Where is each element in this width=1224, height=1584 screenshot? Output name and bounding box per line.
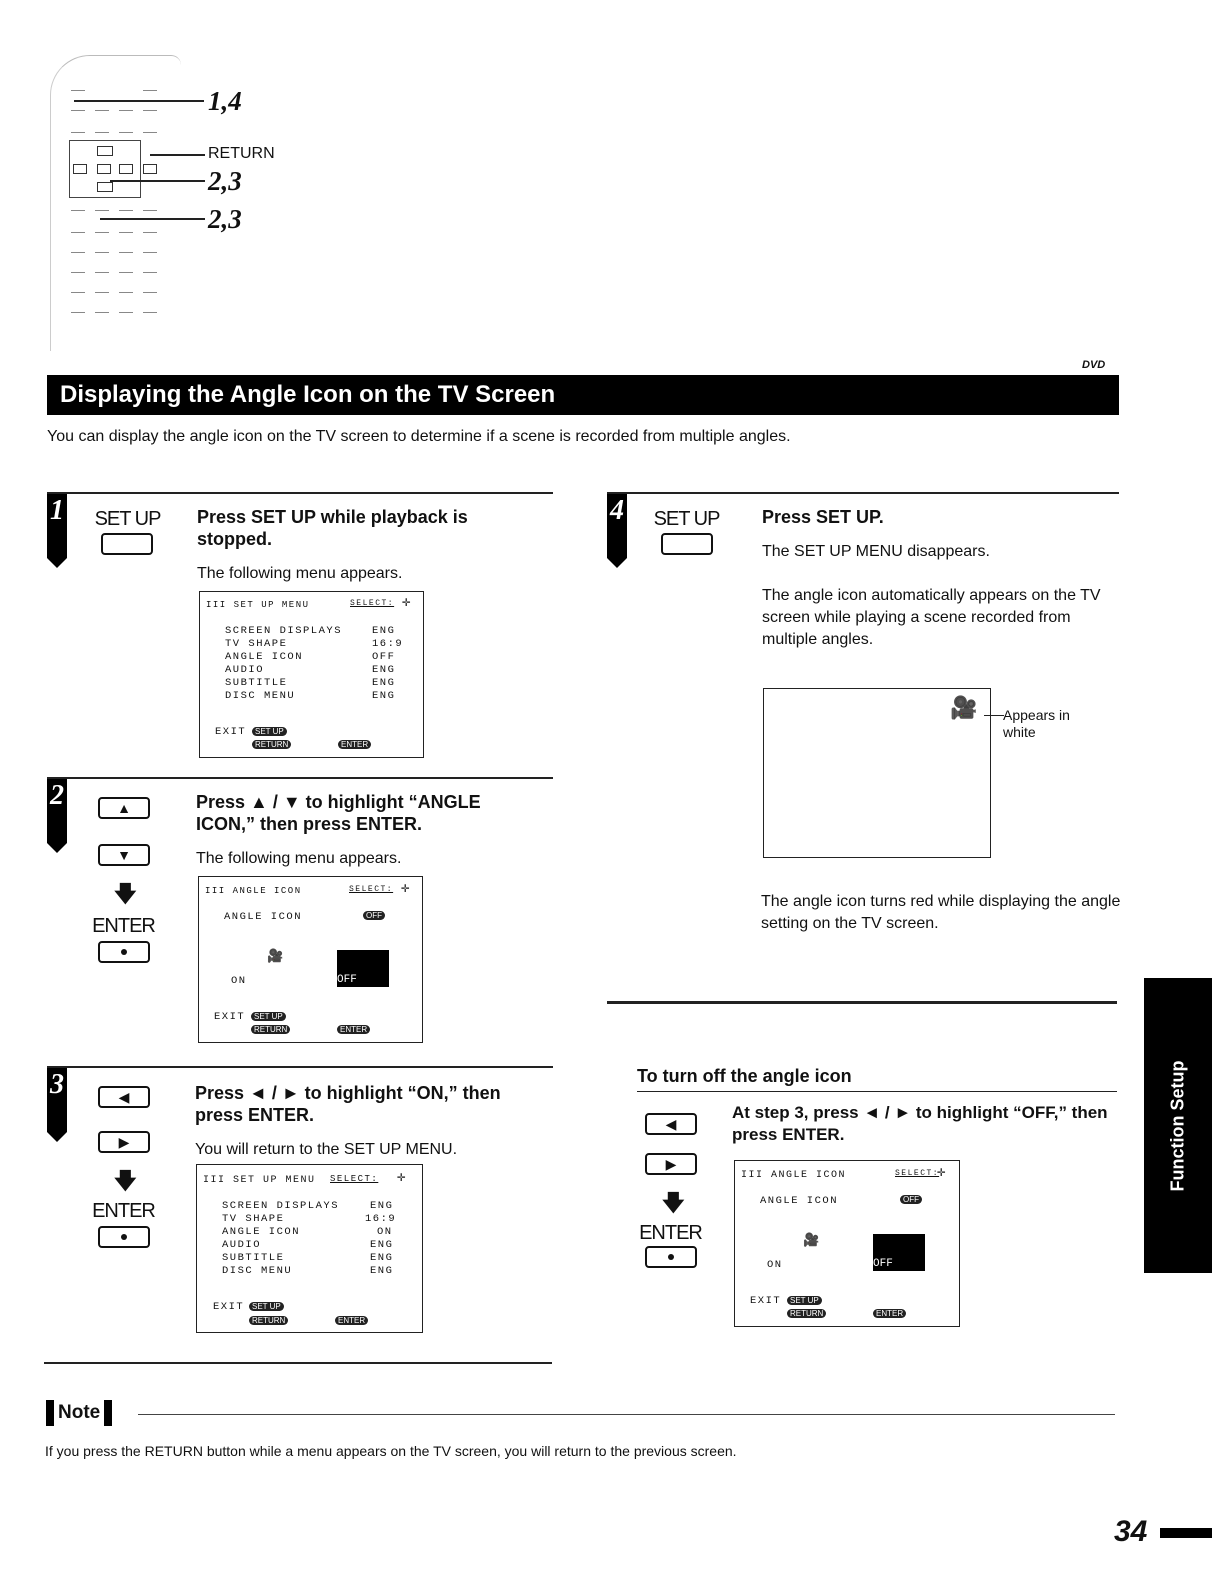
menu-select: SELECT:	[350, 599, 395, 608]
note-label	[46, 1400, 112, 1426]
dvd-label: DVD	[1082, 359, 1106, 371]
step-4-text-1: The SET UP MENU disappears.	[762, 543, 990, 560]
callout-line	[110, 180, 205, 182]
step-1-title: Press SET UP while playback is stopped.	[197, 507, 468, 549]
menu-row-value: ENG	[370, 1239, 394, 1251]
menu-row-label: DISC MENU	[225, 690, 296, 702]
note-text: If you press the RETURN button while a menu appears on the TV screen, you will return to the previous screen.	[45, 1443, 737, 1459]
step-1-text: The following menu appears.	[197, 565, 403, 582]
up-arrow-button[interactable]	[98, 797, 150, 819]
turn-off-text: At step 3, press ◄ / ► to highlight “OFF,” then press ENTER.	[732, 1103, 1108, 1144]
angle-icon-menu-screen-2	[734, 1160, 960, 1327]
menu-row-label: AUDIO	[225, 664, 265, 676]
setup-menu-screen-1	[199, 591, 424, 758]
page-number-bar	[1160, 1528, 1212, 1538]
menu-row-value: ENG	[372, 664, 396, 676]
step-divider	[607, 492, 1119, 494]
menu-row-value: 16:9	[372, 638, 404, 650]
menu-row-label: SCREEN DISPLAYS	[222, 1200, 340, 1212]
return-badge: RETURN	[251, 1025, 290, 1034]
menu-row-label: AUDIO	[222, 1239, 262, 1251]
step-4-flag: 4	[607, 494, 627, 558]
menu-header: III SET UP MENU	[203, 1175, 316, 1186]
value-badge: OFF	[363, 911, 385, 920]
menu-label: ANGLE ICON	[224, 911, 303, 923]
callout-line	[984, 715, 1004, 716]
menu-row-label: SUBTITLE	[222, 1252, 285, 1264]
enter-badge: ENTER	[338, 740, 371, 749]
menu-select: SELECT:	[895, 1169, 940, 1178]
intro-text: You can display the angle icon on the TV screen to determine if a scene is recorded from multiple angles.	[47, 428, 791, 445]
menu-select: SELECT:	[330, 1174, 379, 1184]
menu-row-label: ANGLE ICON	[222, 1226, 301, 1238]
menu-row-value: ENG	[370, 1265, 394, 1277]
menu-row-value: ENG	[372, 625, 396, 637]
option-off: OFF	[337, 974, 357, 986]
enter-badge: ENTER	[335, 1316, 368, 1325]
menu-row-value: ENG	[370, 1252, 394, 1264]
menu-label: ANGLE ICON	[760, 1195, 839, 1207]
return-badge: RETURN	[787, 1309, 826, 1318]
angle-camera-icon: 🎥	[950, 695, 978, 720]
heading-underline	[637, 1091, 1117, 1092]
callout-line	[100, 218, 205, 220]
menu-row-label: TV SHAPE	[225, 638, 288, 650]
setup-badge: SET UP	[787, 1296, 822, 1305]
step-4-text-3: The angle icon turns red while displaying the angle setting on the TV screen.	[761, 893, 1121, 932]
enter-button[interactable]	[98, 941, 150, 963]
camera-icon: 🎥	[803, 1233, 821, 1248]
left-arrow-button[interactable]	[645, 1113, 697, 1135]
right-arrow-icon: ▶	[118, 1134, 130, 1150]
callout-line	[74, 100, 204, 102]
menu-header: III SET UP MENU	[206, 600, 310, 610]
menu-row-label: DISC MENU	[222, 1265, 293, 1277]
enter-badge: ENTER	[873, 1309, 906, 1318]
setup-badge: SET UP	[251, 1012, 286, 1021]
step-3-text: You will return to the SET UP MENU.	[195, 1141, 458, 1158]
step-divider	[47, 1066, 553, 1068]
enter-button[interactable]	[98, 1226, 150, 1248]
enter-button-label: ENTER	[92, 1200, 155, 1222]
return-badge: RETURN	[252, 740, 291, 749]
menu-row-value: ENG	[372, 690, 396, 702]
callout-1-4: 1,4	[208, 86, 242, 116]
note-rule	[138, 1414, 1115, 1415]
step-3-flag: 3	[47, 1068, 67, 1132]
enter-dot-icon	[121, 949, 127, 955]
angle-icon-menu-screen-1	[198, 876, 423, 1043]
menu-header: III ANGLE ICON	[741, 1170, 847, 1181]
step-divider	[47, 777, 553, 779]
arrow-down-icon: 🡇	[662, 1190, 685, 1215]
left-arrow-icon: ◀	[118, 1089, 130, 1105]
section-divider	[607, 1001, 1117, 1004]
menu-row-value: ON	[377, 1226, 393, 1238]
turn-off-heading: To turn off the angle icon	[637, 1066, 852, 1086]
enter-button-label: ENTER	[639, 1222, 702, 1244]
setup-menu-screen-2	[196, 1164, 423, 1333]
enter-button-label: ENTER	[92, 915, 155, 937]
arrow-down-icon: 🡇	[114, 881, 137, 906]
enter-dot-icon	[121, 1234, 127, 1240]
right-arrow-button[interactable]	[98, 1131, 150, 1153]
setup-button[interactable]	[101, 533, 153, 555]
step-4-text-2: The angle icon automatically appears on the TV screen while playing a scene recorded from multiple angles.	[762, 587, 1101, 648]
select-cross-icon: ✛	[397, 1170, 407, 1186]
option-off-highlight	[873, 1234, 925, 1271]
right-arrow-icon: ▶	[665, 1156, 677, 1172]
menu-row-label: TV SHAPE	[222, 1213, 285, 1225]
left-arrow-icon: ◀	[665, 1116, 677, 1132]
step-1-flag: 1	[47, 494, 67, 558]
callout-2-3-b: 2,3	[208, 204, 242, 234]
camera-icon: 🎥	[267, 949, 285, 964]
option-off: OFF	[873, 1258, 893, 1270]
menu-exit: EXIT	[750, 1295, 782, 1307]
arrow-down-icon: 🡇	[114, 1168, 137, 1193]
step-2-title: Press ▲ / ▼ to highlight “ANGLE ICON,” then press ENTER.	[196, 792, 481, 834]
section-title: Displaying the Angle Icon on the TV Screen	[47, 375, 1119, 415]
menu-exit: EXIT	[215, 726, 247, 738]
step-2-text: The following menu appears.	[196, 850, 402, 867]
note-label-text: Note	[58, 1402, 101, 1424]
menu-row-value: ENG	[370, 1200, 394, 1212]
setup-button-label: SET UP	[653, 508, 720, 530]
step-4-title: Press SET UP.	[762, 507, 884, 527]
callout-return: RETURN	[208, 145, 275, 162]
option-off-highlight	[337, 950, 389, 987]
page-number: 34	[1114, 1515, 1148, 1548]
callout-line	[150, 154, 205, 156]
setup-button-label: SET UP	[94, 508, 161, 530]
step-end-divider	[44, 1362, 552, 1364]
left-arrow-button[interactable]	[98, 1086, 150, 1108]
setup-badge: SET UP	[252, 727, 287, 736]
select-cross-icon: ✛	[401, 881, 411, 897]
enter-button[interactable]	[645, 1246, 697, 1268]
callout-2-3-a: 2,3	[208, 166, 242, 196]
enter-dot-icon	[668, 1254, 674, 1260]
setup-button[interactable]	[661, 533, 713, 555]
side-tab	[1144, 978, 1212, 1273]
menu-row-label: SCREEN DISPLAYS	[225, 625, 343, 637]
menu-exit: EXIT	[214, 1011, 246, 1023]
return-badge: RETURN	[249, 1316, 288, 1325]
option-on: ON	[767, 1259, 783, 1271]
select-cross-icon: ✛	[937, 1165, 947, 1181]
setup-badge: SET UP	[249, 1302, 284, 1311]
appears-in-white-label: Appears in white	[1003, 707, 1070, 740]
menu-exit: EXIT	[213, 1301, 245, 1313]
side-tab-label: Function Setup	[1167, 1060, 1188, 1191]
value-badge: OFF	[900, 1195, 922, 1204]
down-arrow-icon: ▼	[117, 847, 131, 863]
step-divider	[47, 492, 553, 494]
menu-row-value: ENG	[372, 677, 396, 689]
menu-select: SELECT:	[349, 885, 394, 894]
menu-header: III ANGLE ICON	[205, 886, 302, 896]
up-arrow-icon: ▲	[117, 800, 131, 816]
menu-row-label: SUBTITLE	[225, 677, 288, 689]
step-3-title: Press ◄ / ► to highlight “ON,” then press ENTER.	[195, 1083, 501, 1125]
menu-row-label: ANGLE ICON	[225, 651, 304, 663]
menu-row-value: 16:9	[365, 1213, 397, 1225]
step-2-flag: 2	[47, 779, 67, 843]
down-arrow-button[interactable]	[98, 844, 150, 866]
option-on: ON	[231, 975, 247, 987]
enter-badge: ENTER	[337, 1025, 370, 1034]
menu-row-value: OFF	[372, 651, 396, 663]
right-arrow-button[interactable]	[645, 1153, 697, 1175]
select-cross-icon: ✛	[402, 595, 412, 611]
